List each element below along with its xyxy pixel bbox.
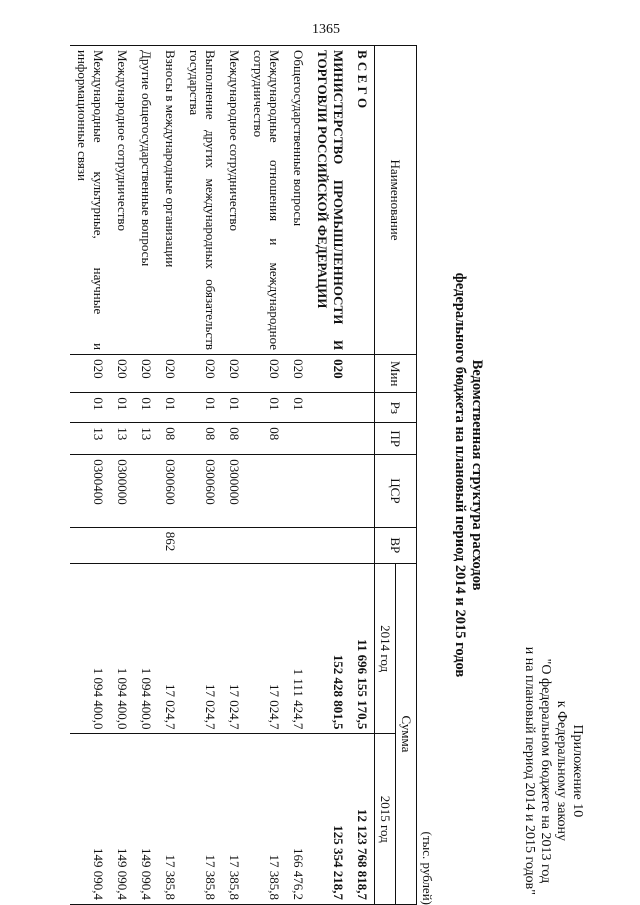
row-pr: 08 xyxy=(182,423,222,455)
row-amount-2014: 17 024,7 xyxy=(246,563,286,734)
row-vr xyxy=(310,527,350,563)
row-rz: 01 xyxy=(70,393,110,423)
appendix-line: Приложение 10 xyxy=(570,724,585,818)
header-csr: ЦСР xyxy=(375,455,417,527)
row-name: Взносы в международные организации xyxy=(158,46,182,355)
header-vr: ВР xyxy=(375,527,417,563)
row-name: Международное сотрудничество xyxy=(110,46,134,355)
row-rz: 01 xyxy=(110,393,134,423)
row-csr xyxy=(350,455,375,527)
row-vr xyxy=(350,527,375,563)
row-csr: 0300600 xyxy=(158,455,182,527)
row-vr xyxy=(222,527,246,563)
appendix-line: "О федеральном бюджете на 2013 год xyxy=(538,658,553,884)
table-row xyxy=(70,46,110,905)
row-vr xyxy=(246,527,286,563)
table-row xyxy=(310,46,350,905)
row-name: Общегосударственные вопросы xyxy=(286,46,310,355)
row-amount-2014: 1 094 400,0 xyxy=(70,563,110,734)
row-rz xyxy=(310,393,350,423)
row-amount-2014: 1 111 424,7 xyxy=(286,563,310,734)
row-amount-2015: 125 354 218,7 xyxy=(310,734,350,905)
row-vr xyxy=(182,527,222,563)
table-row xyxy=(222,46,246,905)
row-min: 020 xyxy=(110,355,134,393)
expenditure-table xyxy=(70,45,417,905)
row-csr: 0300000 xyxy=(222,455,246,527)
header-rz: Рз xyxy=(375,393,417,423)
row-amount-2015: 149 090,4 xyxy=(70,734,110,905)
row-min: 020 xyxy=(182,355,222,393)
row-amount-2014: 17 024,7 xyxy=(158,563,182,734)
row-pr xyxy=(286,423,310,455)
row-min: 020 xyxy=(246,355,286,393)
row-pr: 08 xyxy=(158,423,182,455)
document-title xyxy=(451,45,485,905)
row-vr xyxy=(134,527,158,563)
row-amount-2014: 17 024,7 xyxy=(182,563,222,734)
row-amount-2015: 17 385,8 xyxy=(182,734,222,905)
units-label: (тыс. рублей) xyxy=(420,831,435,905)
row-min: 020 xyxy=(158,355,182,393)
row-pr: 13 xyxy=(110,423,134,455)
rotated-page xyxy=(55,45,585,905)
row-rz: 01 xyxy=(182,393,222,423)
row-min: 020 xyxy=(222,355,246,393)
row-amount-2015: 17 385,8 xyxy=(246,734,286,905)
row-csr xyxy=(246,455,286,527)
row-name: Международное сотрудничество xyxy=(222,46,246,355)
row-amount-2014: 1 094 400,0 xyxy=(134,563,158,734)
row-name: МИНИСТЕРСТВО ПРОМЫШЛЕННОСТИ И ТОРГОВЛИ РОССИЙСКОЙ ФЕДЕРАЦИИ xyxy=(310,46,350,355)
header-min: Мин xyxy=(375,355,417,393)
row-amount-2015: 12 123 768 818,7 xyxy=(350,734,375,905)
row-min: 020 xyxy=(134,355,158,393)
row-vr xyxy=(110,527,134,563)
title-line: федерального бюджета на плановый период 2014 и 2015 годов xyxy=(452,272,468,678)
page-number: 1365 xyxy=(312,22,340,37)
row-min: 020 xyxy=(310,355,350,393)
table-row xyxy=(350,46,375,905)
appendix-line: к Федеральному закону xyxy=(554,700,569,842)
header-2015: 2015 год xyxy=(375,734,396,905)
row-amount-2014: 11 696 155 170,5 xyxy=(350,563,375,734)
table-row xyxy=(110,46,134,905)
row-rz xyxy=(350,393,375,423)
row-amount-2015: 17 385,8 xyxy=(222,734,246,905)
row-amount-2015: 166 476,2 xyxy=(286,734,310,905)
table-row xyxy=(246,46,286,905)
row-csr xyxy=(286,455,310,527)
row-min: 020 xyxy=(70,355,110,393)
row-name: Международные культурные, научные и информационные связи xyxy=(70,46,110,355)
row-pr: 08 xyxy=(222,423,246,455)
row-name: Другие общегосударственные вопросы xyxy=(134,46,158,355)
header-sum: Сумма xyxy=(396,563,417,904)
row-csr xyxy=(310,455,350,527)
appendix-block xyxy=(521,647,585,895)
appendix-line: и на плановый период 2014 и 2015 годов" xyxy=(522,646,537,895)
table-row xyxy=(158,46,182,905)
row-name: В С Е Г О xyxy=(350,46,375,355)
row-min: 020 xyxy=(286,355,310,393)
row-min xyxy=(350,355,375,393)
row-rz: 01 xyxy=(246,393,286,423)
row-csr xyxy=(134,455,158,527)
table-row xyxy=(134,46,158,905)
header-pr: ПР xyxy=(375,423,417,455)
row-rz: 01 xyxy=(158,393,182,423)
header-2014: 2014 год xyxy=(375,563,396,734)
row-csr: 0300400 xyxy=(70,455,110,527)
row-pr: 13 xyxy=(134,423,158,455)
row-amount-2015: 149 090,4 xyxy=(110,734,134,905)
row-name: Международные отношения и международное сотрудничество xyxy=(246,46,286,355)
row-csr: 0300000 xyxy=(110,455,134,527)
row-rz: 01 xyxy=(286,393,310,423)
row-rz: 01 xyxy=(134,393,158,423)
header-name: Наименование xyxy=(375,46,417,355)
row-csr: 0300600 xyxy=(182,455,222,527)
row-name: Выполнение других международных обязательств государства xyxy=(182,46,222,355)
row-pr xyxy=(350,423,375,455)
row-amount-2014: 17 024,7 xyxy=(222,563,246,734)
table-body xyxy=(70,46,375,905)
row-amount-2014: 152 428 801,5 xyxy=(310,563,350,734)
table-row xyxy=(286,46,310,905)
row-pr: 08 xyxy=(246,423,286,455)
row-amount-2015: 149 090,4 xyxy=(134,734,158,905)
row-vr xyxy=(70,527,110,563)
row-rz: 01 xyxy=(222,393,246,423)
row-amount-2014: 1 094 400,0 xyxy=(110,563,134,734)
row-pr xyxy=(310,423,350,455)
row-vr: 862 xyxy=(158,527,182,563)
title-line: Ведомственная структура расходов xyxy=(469,359,485,591)
row-vr xyxy=(286,527,310,563)
row-pr: 13 xyxy=(70,423,110,455)
row-amount-2015: 17 385,8 xyxy=(158,734,182,905)
table-row xyxy=(182,46,222,905)
